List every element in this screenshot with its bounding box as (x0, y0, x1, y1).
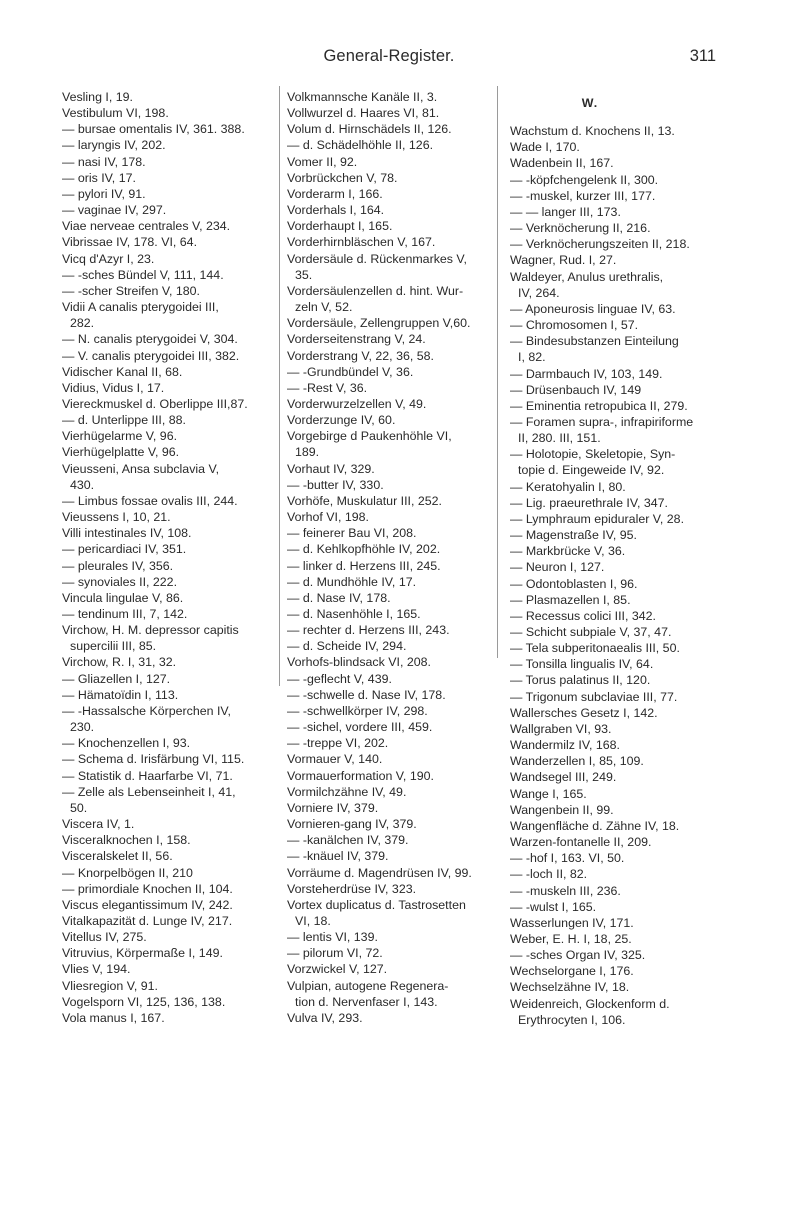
index-entry-line: Vorderhirnbläschen V, 167. (287, 235, 436, 250)
index-entry-line: — Zelle als Lebenseinheit I, 41, (62, 784, 236, 799)
index-entry-line: — Darmbauch IV, 103, 149. (510, 366, 663, 381)
index-entry-line: Volum d. Hirnschädels II, 126. (287, 122, 452, 137)
index-entry-line: Vomer II, 92. (287, 154, 358, 169)
index-entry-line: Vorräume d. Magendrüsen IV, 99. (287, 865, 472, 880)
index-entry-line: Viscus elegantissimum IV, 242. (62, 897, 233, 912)
index-entry-line: — Holotopie, Skeletopie, Syn- (510, 447, 676, 462)
index-entry-line: — Tonsilla lingualis IV, 64. (510, 657, 654, 672)
index-entry-line: Wallgraben VI, 93. (510, 721, 612, 736)
index-entry-line: — Odontoblasten I, 96. (510, 576, 638, 591)
index-entry-line: — d. Nasenhöhle I, 165. (287, 607, 421, 621)
index-entry-line: Vornieren-gang IV, 379. (287, 817, 417, 832)
index-entry-line: — -schwellkörper IV, 298. (287, 703, 428, 718)
index-entry-line: — Knorpelbögen II, 210 (62, 865, 193, 880)
index-entry-line: — Knochenzellen I, 93. (62, 736, 191, 751)
index-entry-line: Vierhügelarme V, 96. (62, 429, 178, 444)
index-entry-line: Vormilchzähne IV, 49. (287, 784, 407, 799)
index-entry-line: Wandsegel III, 249. (510, 770, 617, 785)
index-entry-line: Vogelsporn VI, 125, 136, 138. (62, 994, 226, 1009)
page-title: General-Register. (323, 47, 455, 65)
index-entry-line: II, 280. III, 151. (518, 431, 601, 446)
index-entry-line: Wangenbein II, 99. (510, 802, 614, 817)
index-entry-line: Waldeyer, Anulus urethralis, (510, 269, 664, 284)
index-entry-line: — d. Scheide IV, 294. (287, 639, 407, 654)
index-entry-line: Erythrocyten I, 106. (518, 1012, 626, 1027)
index-entry-line: — primordiale Knochen II, 104. (62, 881, 233, 896)
index-entry-line: — Plasmazellen I, 85. (510, 592, 631, 607)
page-number: 311 (689, 47, 716, 65)
index-entry-line: Vordersäulenzellen d. hint. Wur- (287, 283, 464, 298)
index-entry-line: — -butter IV, 330. (287, 477, 384, 492)
index-entry-line: — -sches Bündel V, 111, 144. (62, 267, 224, 282)
index-entry-line: — V. canalis pterygoidei III, 382. (62, 348, 240, 363)
index-entry-line: — Tela subperitonaealis III, 50. (510, 641, 680, 656)
index-entry-line: Vortex duplicatus d. Tastrosetten (287, 897, 466, 912)
index-entry-line: — -kanälchen IV, 379. (287, 833, 409, 848)
index-entry-line: Vitalkapazität d. Lunge IV, 217. (62, 913, 233, 928)
index-entry-line: — -geflecht V, 439. (287, 671, 392, 686)
index-entry-line: Vorniere IV, 379. (287, 800, 379, 815)
index-entry-line: — nasi IV, 178. (62, 154, 146, 169)
index-column-1 (62, 89, 272, 1026)
index-entry-line: Vitellus IV, 275. (62, 930, 147, 945)
page-header (62, 47, 716, 71)
index-entry-line: Wasserlungen IV, 171. (510, 915, 634, 930)
index-entry-line: — -muskeln III, 236. (510, 883, 621, 898)
index-entry-line: Vitruvius, Körpermaße I, 149. (62, 946, 223, 961)
index-entry-line: Vorderwurzelzellen V, 49. (287, 396, 427, 411)
index-entry-line: Viae nerveae centrales V, 234. (62, 219, 231, 234)
index-entry-line: — Hämatoïdin I, 113. (62, 687, 179, 702)
index-entry-line: Vorhöfe, Muskulatur III, 252. (287, 493, 442, 508)
index-entry-line: — Lig. praeurethrale IV, 347. (510, 495, 668, 510)
index-entry-line: Wechselorgane I, 176. (510, 964, 634, 979)
index-entry-line: — Foramen supra-, infrapiriforme (510, 414, 694, 429)
index-entry-line: — -sichel, vordere III, 459. (287, 720, 433, 735)
index-entry-line: — Neuron I, 127. (510, 560, 605, 575)
index-entry-line: — -sches Organ IV, 325. (510, 948, 646, 963)
index-entry-line: — -köpfchengelenk II, 300. (510, 172, 659, 187)
column-divider (279, 86, 280, 686)
index-entry-line: — feinerer Bau VI, 208. (287, 526, 417, 541)
index-entry-line: — Drüsenbauch IV, 149 (510, 382, 642, 397)
index-entry-line: Wanderzellen I, 85, 109. (510, 754, 644, 769)
index-entry-line: Vibrissae IV, 178. VI, 64. (62, 235, 198, 250)
index-entry-line: Vicq d'Azyr I, 23. (62, 251, 155, 266)
index-entry-line: — Keratohyalin I, 80. (510, 479, 626, 494)
index-entry-line: Vorhaut IV, 329. (287, 461, 375, 476)
index-entry-line: Warzen-fontanelle II, 209. (510, 835, 652, 850)
index-entry-line: — -loch II, 82. (510, 867, 588, 882)
index-entry-line: Vordersäule d. Rückenmarkes V, (287, 251, 467, 266)
index-entry-line: Visceralskelet II, 56. (62, 849, 173, 864)
index-entry-line: Vieusseni, Ansa subclavia V, (62, 461, 220, 476)
index-entry-line: — lentis VI, 139. (287, 930, 378, 945)
index-entry-line: — Schema d. Irisfärbung VI, 115. (62, 752, 245, 767)
index-entry-line: — Schicht subpiale V, 37, 47. (510, 625, 672, 639)
index-entry-line: Viereckmuskel d. Oberlippe III,87. (62, 396, 248, 411)
index-entry-line: — d. Nase IV, 178. (287, 590, 391, 605)
index-entry-line: Vordersäule, Zellengruppen V,60. (287, 316, 471, 331)
index-entry-line: Wangenfläche d. Zähne IV, 18. (510, 818, 680, 833)
index-entry-line: VI, 18. (295, 913, 331, 928)
index-entry-line: Vidius, Vidus I, 17. (62, 380, 165, 395)
index-entry-line: Vorderarm I, 166. (287, 186, 383, 201)
index-entry-line: — Eminentia retropubica II, 279. (510, 398, 688, 413)
index-entry-line: — -wulst I, 165. (510, 899, 597, 914)
index-entry-line: — -hof I, 163. VI, 50. (510, 851, 625, 866)
index-entry-line: Vorderhaupt I, 165. (287, 219, 393, 234)
index-entry-line: — bursae omentalis IV, 361. 388. (62, 122, 245, 137)
index-entry-line: Vollwurzel d. Haares VI, 81. (287, 106, 440, 121)
index-entry-line: Vestibulum VI, 198. (62, 106, 169, 121)
index-entry-line: — Statistik d. Haarfarbe VI, 71. (62, 768, 233, 783)
index-entry-line: Vola manus I, 167. (62, 1010, 165, 1025)
index-entry-line: Volkmannsche Kanäle II, 3. (287, 90, 438, 104)
index-entry-line: Viscera IV, 1. (62, 817, 135, 832)
index-entry-line: Virchow, H. M. depressor capitis (62, 623, 239, 638)
index-entry-line: — Trigonum subclaviae III, 77. (510, 689, 678, 704)
index-entry-line: — -muskel, kurzer III, 177. (510, 188, 656, 203)
index-entry-line: — rechter d. Herzens III, 243. (287, 623, 450, 638)
index-entry-line: Wange I, 165. (510, 786, 587, 801)
index-entry-line: 35. (295, 267, 313, 282)
index-entry-line: Vormauerformation V, 190. (287, 768, 434, 783)
index-column-3 (510, 95, 720, 1028)
index-entry-line: Vierhügelplatte V, 96. (62, 445, 180, 460)
index-entry-line: Vormauer V, 140. (287, 752, 383, 767)
index-entry-line: — Gliazellen I, 127. (62, 671, 171, 686)
index-entry-line: Weidenreich, Glockenform d. (510, 996, 670, 1011)
index-entry-line: Vorhofs-blindsack VI, 208. (287, 655, 431, 670)
index-entry-line: — -Hassalsche Körperchen IV, (62, 703, 231, 718)
index-entry-line: — Aponeurosis linguae IV, 63. (510, 301, 676, 316)
index-column-2 (287, 89, 505, 1026)
index-entry-line: Vesling I, 19. (62, 90, 133, 104)
index-entry-line: — d. Kehlkopfhöhle IV, 202. (287, 542, 441, 557)
index-entry-line: — -schwelle d. Nase IV, 178. (287, 687, 446, 702)
index-entry-line: Vorzwickel V, 127. (287, 962, 388, 977)
index-entry-line: — pericardiaci IV, 351. (62, 542, 187, 557)
index-entry-line: — N. canalis pterygoidei V, 304. (62, 332, 238, 347)
index-entry-line: — d. Mundhöhle IV, 17. (287, 574, 417, 589)
index-entry-line: — -knäuel IV, 379. (287, 849, 389, 864)
index-entry-line: Vorbrückchen V, 78. (287, 170, 398, 185)
index-entry-line: Vidii A canalis pterygoidei III, (62, 300, 219, 315)
index-entry-line: — pilorum VI, 72. (287, 946, 383, 961)
index-entry-line: — d. Unterlippe III, 88. (62, 413, 186, 428)
index-entry-line: — -Rest V, 36. (287, 380, 368, 395)
index-entry-line: Vincula lingulae V, 86. (62, 590, 184, 605)
index-entry-line: 230. (70, 720, 95, 735)
index-entry-line: 430. (70, 477, 95, 492)
index-entry-line: — synoviales II, 222. (62, 574, 178, 589)
index-entry-line: Weber, E. H. I, 18, 25. (510, 931, 632, 946)
index-entry-line: Wandermilz IV, 168. (510, 738, 620, 753)
index-entry-line: Wallersches Gesetz I, 142. (510, 705, 658, 720)
index-entry-line: Visceralknochen I, 158. (62, 833, 191, 848)
index-entry-line: — Chromosomen I, 57. (510, 318, 639, 333)
index-entry-line: Vorderhals I, 164. (287, 203, 385, 218)
index-entry-line: Vorhof VI, 198. (287, 510, 369, 525)
index-entry-line: — -treppe VI, 202. (287, 736, 389, 751)
index-entry-line: — pylori IV, 91. (62, 186, 146, 201)
index-entry-line: Villi intestinales IV, 108. (62, 526, 192, 541)
index-entry-line: — vaginae IV, 297. (62, 203, 167, 218)
index-entry-line: Wechselzähne IV, 18. (510, 980, 630, 995)
section-letter-heading: W. (581, 96, 599, 110)
index-entry-line: Virchow, R. I, 31, 32. (62, 655, 177, 670)
index-entry-line: tion d. Nervenfaser I, 143. (295, 994, 438, 1009)
index-entry-line: — laryngis IV, 202. (62, 138, 166, 153)
index-entry-line: — Verknöcherungszeiten II, 218. (510, 237, 690, 252)
index-entry-line: — pleurales IV, 356. (62, 558, 174, 573)
index-entry-line: — d. Schädelhöhle II, 126. (287, 138, 434, 153)
index-entry-line: — Bindesubstanzen Einteilung (510, 334, 679, 349)
index-entry-line: Vliesregion V, 91. (62, 978, 158, 993)
index-entry-line: — linker d. Herzens III, 245. (287, 558, 441, 573)
index-entry-line: I, 82. (518, 350, 546, 365)
index-entry-line: Wade I, 170. (510, 140, 580, 155)
index-entry-line: IV, 264. (518, 285, 560, 300)
index-entry-line: Vidischer Kanal II, 68. (62, 364, 183, 379)
index-entry-line: Vorderstrang V, 22, 36, 58. (287, 348, 434, 363)
index-entry-line: — tendinum III, 7, 142. (62, 607, 188, 621)
index-entry-line: Vorgebirge d Paukenhöhle VI, (287, 429, 452, 444)
index-entry-line: — -scher Streifen V, 180. (62, 283, 200, 298)
index-entry-line: Wachstum d. Knochens II, 13. (510, 124, 675, 139)
index-entry-line: — Verknöcherung II, 216. (510, 221, 651, 236)
index-entry-line: — Limbus fossae ovalis III, 244. (62, 493, 238, 508)
index-entry-line: — Lymphraum epiduraler V, 28. (510, 511, 685, 526)
index-entry-line: Vorderzunge IV, 60. (287, 413, 396, 428)
index-entry-line: Wadenbein II, 167. (510, 156, 614, 171)
index-entry-line: Vorderseitenstrang V, 24. (287, 332, 426, 347)
index-entry-line: — Markbrücke V, 36. (510, 544, 626, 559)
index-entry-line: — Recessus colici III, 342. (510, 608, 656, 623)
index-entry-line: — — langer III, 173. (510, 204, 621, 219)
index-entry-line: topie d. Eingeweide IV, 92. (518, 463, 665, 478)
index-entry-line: — Torus palatinus II, 120. (510, 673, 651, 688)
index-entry-line: — oris IV, 17. (62, 170, 136, 185)
index-entry-line: — Magenstraße IV, 95. (510, 528, 637, 543)
index-entry-line: 50. (70, 800, 88, 815)
index-entry-line: 189. (295, 445, 320, 460)
index-entry-line: supercilii III, 85. (70, 639, 157, 654)
index-entry-line: Vorsteherdrüse IV, 323. (287, 881, 417, 896)
index-entry-line: 282. (70, 316, 95, 331)
index-entry-line: Vlies V, 194. (62, 962, 131, 977)
index-entry-line: — -Grundbündel V, 36. (287, 364, 414, 379)
index-entry-line: Vulva IV, 293. (287, 1010, 363, 1025)
index-entry-line: Vieussens I, 10, 21. (62, 510, 171, 525)
index-entry-line: Wagner, Rud. I, 27. (510, 253, 617, 268)
index-entry-line: zeln V, 52. (295, 300, 353, 315)
index-entry-line: Vulpian, autogene Regenera- (287, 978, 449, 993)
